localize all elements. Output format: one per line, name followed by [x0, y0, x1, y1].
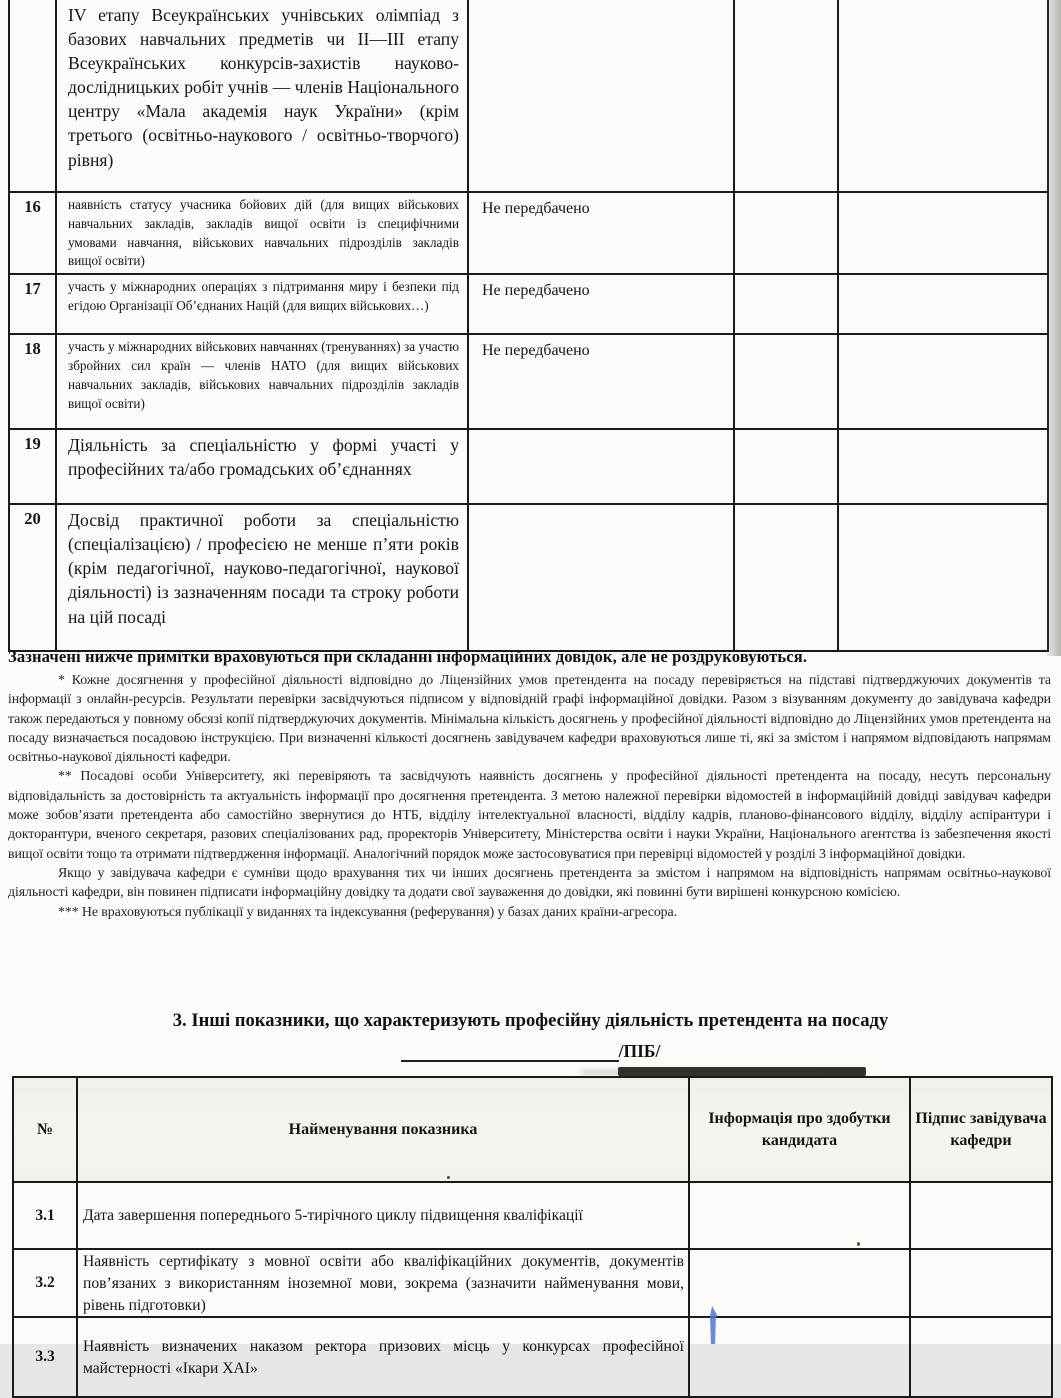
table-row: [9, 192, 1048, 274]
row-label: наявність статусу учасника бойових дій (для вищих військових навчальних закладів, закладів вищої освіти із специфічними умовами навчання, військових навчальних підрозділів закладів вищої освіти): [56, 192, 468, 274]
verification-cell: [734, 429, 838, 504]
row-number: 19: [9, 429, 56, 504]
row-number: 3.2: [13, 1249, 77, 1317]
other-indicators-table: [12, 1076, 1053, 1398]
row-value: [468, 0, 734, 192]
scan-edge-shadow: [1047, 0, 1061, 656]
footnote-paragraph: Якщо у завідувача кафедри є сумніви щодо врахування тих чи інших досягнень претендента за змістом і напрямом на відповідність напрямам освітньо-наукової діяльності кафедри, він повинен підписати інформаційну довідку та додати свої зауваження до довідки, які повинні бути вирішені конкурсною комісією.: [8, 865, 1051, 901]
signature-cell: [838, 0, 1048, 192]
row-label: Досвід практичної роботи за спеціальністю (спеціалізацією) / професією не менше п’яти років (крім педагогічної, науково-педагогічної, наукової діяльності) із зазначенням посади та строку роботи на цій посаді: [56, 504, 468, 651]
row-value: [468, 504, 734, 651]
signature-cell: [838, 429, 1048, 504]
row-number: 16: [9, 192, 56, 274]
signature-cell: [838, 274, 1048, 334]
table-row: [9, 274, 1048, 334]
row-value: [468, 429, 734, 504]
row-label: Наявність сертифікату з мовної освіти або кваліфікаційних документів, документів пов’язаних з використанням іноземної мови, зокрема (зазначити найменування мови, рівень підготовки): [77, 1249, 689, 1317]
row-number: [9, 0, 56, 192]
table-row: [9, 429, 1048, 504]
table-row: [9, 334, 1048, 429]
row-label: IV етапу Всеукраїнських учнівських олімпіад з базових навчальних предметів чи II—III етапу Всеукраїнських конкурсів-захистів науково-дослідницьких робіт учнів — членів Національного центру «Мала академія наук України» (крім третього (освітньо-наукового / освітньо-творчого) рівня): [56, 0, 468, 192]
row-number: 3.1: [13, 1182, 77, 1249]
signature-cell: [838, 334, 1048, 429]
table-row: [9, 504, 1048, 651]
col-header-info: Інформація про здобутки кандидата: [689, 1077, 910, 1182]
signature-cell: [910, 1317, 1052, 1397]
scan-smear-artifact: [618, 1067, 866, 1076]
signature-cell: [838, 192, 1048, 274]
scan-speck: [447, 1176, 450, 1179]
name-signature-line: [0, 1038, 1061, 1062]
signature-cell: [910, 1249, 1052, 1317]
row-label: Дата завершення попереднього 5-тирічного циклу підвищення кваліфікації: [77, 1182, 689, 1249]
signature-cell: [838, 504, 1048, 651]
row-value: Не передбачено: [468, 274, 734, 334]
scan-speck: [857, 1242, 860, 1246]
verification-cell: [734, 504, 838, 651]
row-value: Не передбачено: [468, 334, 734, 429]
achievements-table: [8, 0, 1049, 652]
verification-cell: [734, 334, 838, 429]
table-row: [13, 1182, 1052, 1249]
row-label: Діяльність за спеціальністю у формі участі у професійних та/або громадських об’єднаннях: [56, 429, 468, 504]
row-label: участь у міжнародних операціях з підтримання миру і безпеки під егідою Організації Об’єднаних Націй (для вищих військових…): [56, 274, 468, 334]
row-number: 18: [9, 334, 56, 429]
table-row: [9, 0, 1048, 192]
verification-cell: [734, 0, 838, 192]
row-label: Наявність визначених наказом ректора призових місць у конкурсах професійної майстерності «Ікари ХАІ»: [77, 1317, 689, 1397]
footnotes-heading: Зазначені нижче примітки враховуються при складанні інформаційних довідок, але не роздруковуються.: [8, 647, 808, 666]
col-header-name: Найменування показника: [77, 1077, 689, 1182]
row-label: участь у міжнародних військових навчаннях (тренуваннях) за участю збройних сил країн — членів НАТО (для вищих військових навчальних закладів, військових навчальних підрозділів закладів вищої освіти): [56, 334, 468, 429]
footnote-paragraph: ** Посадові особи Університету, які перевіряють та засвідчують наявність досягнень у професійної діяльності претендента на посаду, несуть персональну відповідальність за достовірність та актуальність інформації про досягнення претендента. З метою належної перевірки відомостей в інформаційній довідці завідувач кафедри може зобов’язати претендента або самостійно звернутися до НТБ, відділу інтелектуальної власності, відділу кадрів, планово-фінансового відділу, відділу аспірантури і докторантури, вченого секретаря, разових спеціалізованих рад, проректорів Університету, Міністерства освіти і науки України, Національного агентства із забезпечення якості вищої освіти тощо та отримати підтвердження інформації. Аналогічний порядок може застосовуватися при перевірці відомостей у розділі 3 інформаційної довідки.: [8, 769, 1051, 862]
pib-label: /ПІБ/: [618, 1041, 661, 1061]
section3-title: 3. Інші показники, що характеризують професійну діяльність претендента на посаду: [172, 1010, 889, 1031]
table-header-row: [13, 1077, 1052, 1182]
info-cell: [689, 1182, 910, 1249]
row-number: 20: [9, 504, 56, 651]
col-header-number: №: [13, 1077, 77, 1182]
footnote-paragraph: *** Не враховуються публікації у виданнях та індексування (реферування) у базах даних країни-агресора.: [58, 904, 677, 920]
signature-cell: [910, 1182, 1052, 1249]
row-number: 3.3: [13, 1317, 77, 1397]
row-number: 17: [9, 274, 56, 334]
footnote-paragraph: * Кожне досягнення у професійної діяльності відповідно до Ліцензійних умов претендента на посаду перевіряється на підставі підтверджуючих документів та інформації з онлайн-ресурсів. Результати перевірки засвідчуються підписом у відповідній графі інформаційної довідки. Разом з візуванням документу до завідувача кафедри також передаються у повному обсязі копії підтверджуючих документів. Мінімальна кількість досягнень у професійної діяльності відповідно до Ліцензійних умов претендента на посаду визначається посадовою інструкцією. При визначенні кількості досягнень завідувачем кафедри враховуються лише ті, які за змістом і напрямом відповідають напрямам освітньо-наукової діяльності кафедри.: [8, 673, 1051, 766]
footnotes-block: [8, 646, 1051, 922]
col-header-signature: Підпис завідувача кафедри: [910, 1077, 1052, 1182]
verification-cell: [734, 274, 838, 334]
row-value: Не передбачено: [468, 192, 734, 274]
pen-mark-icon: [700, 1304, 726, 1344]
table-row: [13, 1249, 1052, 1317]
name-underline: [401, 1042, 619, 1062]
section3-heading: [0, 1008, 1061, 1062]
table-row: [13, 1317, 1052, 1397]
verification-cell: [734, 192, 838, 274]
